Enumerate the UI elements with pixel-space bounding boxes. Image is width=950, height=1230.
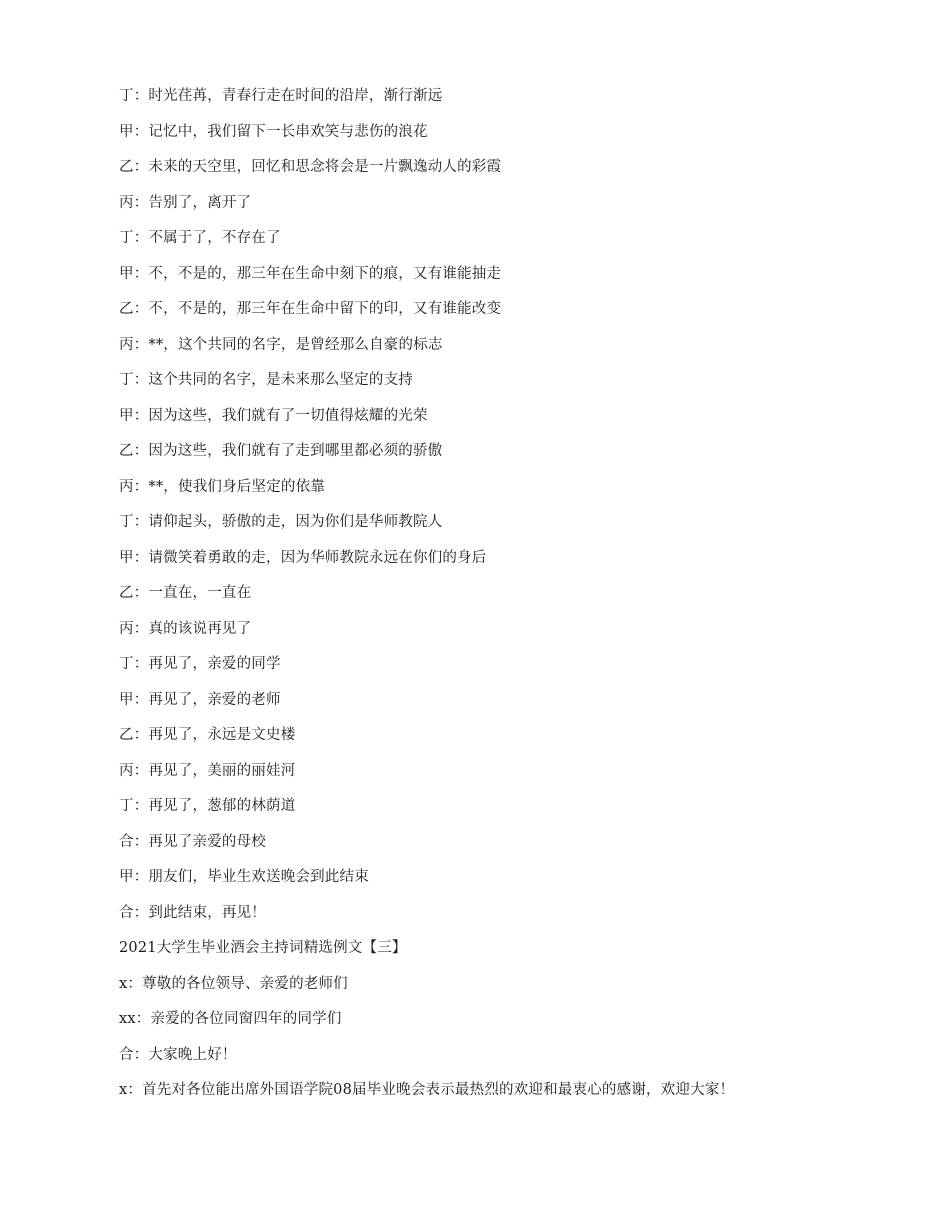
text-line: x：首先对各位能出席外国语学院08届毕业晚会表示最热烈的欢迎和最衷心的感谢，欢迎大家！ (119, 1082, 735, 1098)
text-line: 甲：因为这些，我们就有了一切值得炫耀的光荣 (119, 407, 428, 424)
text-line: 丁：再见了，葱郁的林荫道 (119, 798, 296, 814)
section-heading: 2021大学生毕业酒会主持词精选例文【三】 (119, 940, 407, 956)
text-line: 甲：不，不是的，那三年在生命中刻下的痕，又有谁能抽走 (119, 265, 502, 282)
text-line: 合：大家晚上好！ (119, 1046, 237, 1063)
text-line: 甲：朋友们，毕业生欢送晚会到此结束 (119, 869, 369, 885)
text-line: 甲：记忆中，我们留下一长串欢笑与悲伤的浪花 (119, 123, 428, 140)
text-line: 乙：不，不是的，那三年在生命中留下的印，又有谁能改变 (119, 301, 502, 317)
text-line: 丁：再见了，亲爱的同学 (119, 656, 281, 672)
text-line: 合：到此结束，再见！ (119, 904, 266, 921)
document-body (119, 86, 879, 1116)
text-line: 甲：再见了，亲爱的老师 (119, 691, 281, 708)
text-line: x：尊敬的各位领导、亲爱的老师们 (119, 975, 348, 992)
text-line: 丁：请仰起头，骄傲的走，因为你们是华师教院人 (119, 514, 443, 530)
text-line: 丙：真的该说再见了 (119, 620, 252, 637)
text-line: 丁：这个共同的名字，是未来那么坚定的支持 (119, 372, 413, 388)
text-line: xx：亲爱的各位同窗四年的同学们 (119, 1011, 342, 1027)
text-line: 甲：请微笑着勇敢的走，因为华师教院永远在你们的身后 (119, 549, 487, 566)
text-line: 乙：因为这些，我们就有了走到哪里都必须的骄傲 (119, 443, 443, 459)
text-line: 乙：再见了，永远是文史楼 (119, 727, 296, 743)
text-line: 丁：不属于了，不存在了 (119, 230, 281, 246)
text-line: 丙：再见了，美丽的丽娃河 (119, 762, 296, 779)
text-line: 乙：未来的天空里，回忆和思念将会是一片飘逸动人的彩霞 (119, 159, 502, 175)
text-line: 丙：**，这个共同的名字，是曾经那么自豪的标志 (119, 336, 443, 353)
text-line: 合：再见了亲爱的母校 (119, 833, 266, 850)
text-line: 丙：告别了，离开了 (119, 194, 252, 211)
text-line: 丙：**，使我们身后坚定的依靠 (119, 478, 325, 495)
text-line: 丁：时光荏苒，青春行走在时间的沿岸，渐行渐远 (119, 88, 443, 104)
text-line: 乙：一直在，一直在 (119, 585, 252, 601)
